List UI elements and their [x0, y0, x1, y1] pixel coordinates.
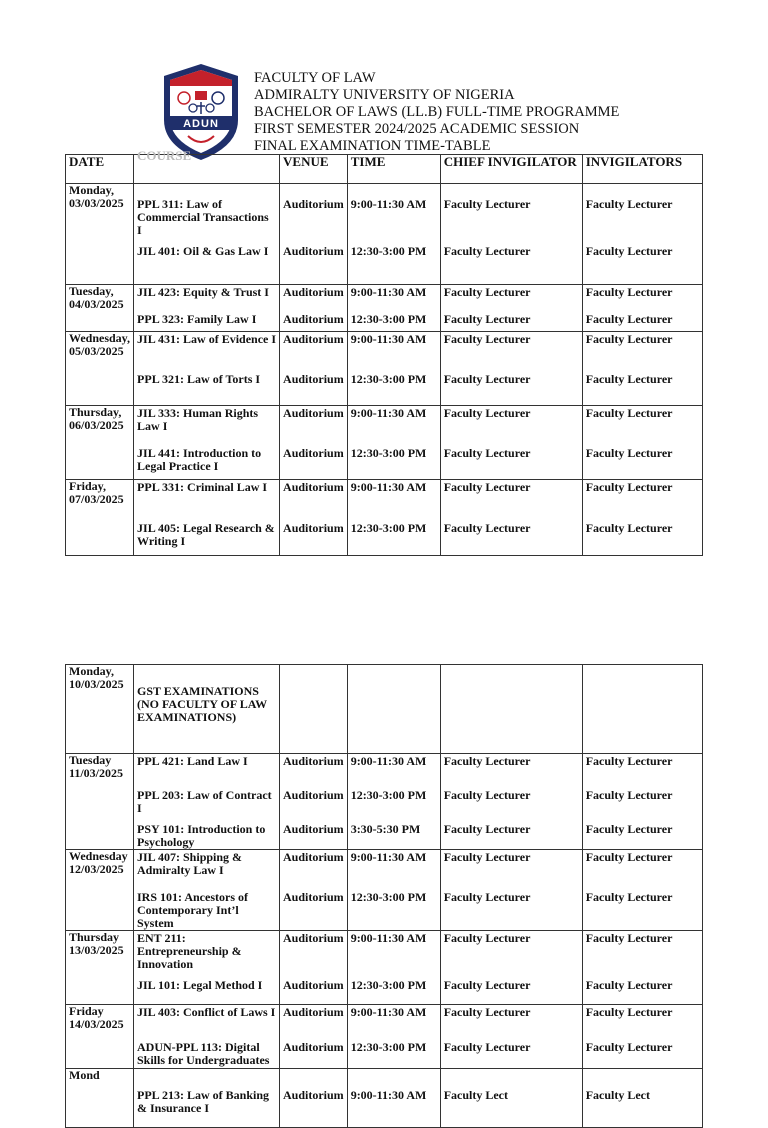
chief-invigilator-cell: Faculty Lecturer: [440, 285, 582, 305]
column-header-date: DATE: [66, 155, 134, 184]
venue-cell: Auditorium: [280, 406, 348, 440]
table-row: [66, 754, 703, 782]
invigilators-cell: Faculty Lecturer: [582, 184, 702, 238]
course-cell: JIL 401: Oil & Gas Law I: [134, 237, 280, 285]
invigilators-cell: Faculty Lecturer: [582, 439, 702, 480]
invigilators-cell: Faculty Lecturer: [582, 1005, 702, 1034]
invigilators-cell: Faculty Lecturer: [582, 883, 702, 931]
date-cell: Monday, 10/03/2025: [66, 665, 134, 754]
header-university: ADMIRALTY UNIVERSITY OF NIGERIA: [254, 87, 515, 103]
venue-cell: Auditorium: [280, 285, 348, 305]
table-row: [66, 514, 703, 556]
venue-cell: Auditorium: [280, 184, 348, 238]
course-cell: PPL 331: Criminal Law I: [134, 480, 280, 515]
table-row: [66, 850, 703, 884]
chief-invigilator-cell: Faculty Lecturer: [440, 439, 582, 480]
time-cell: 9:00-11:30 AM: [347, 332, 440, 366]
table-row: [66, 406, 703, 440]
table-row: [66, 1069, 703, 1128]
logo-text: ADUN: [183, 118, 219, 130]
course-cell: ADUN-PPL 113: Digital Skills for Undergraduates: [134, 1033, 280, 1069]
date-cell: Tuesday, 04/03/2025: [66, 285, 134, 332]
course-cell: JIL 405: Legal Research & Writing I: [134, 514, 280, 556]
table-row: [66, 665, 703, 754]
chief-invigilator-cell: Faculty Lect: [440, 1069, 582, 1128]
date-cell: Friday 14/03/2025: [66, 1005, 134, 1069]
table-row: [66, 815, 703, 850]
date-cell: Mond: [66, 1069, 134, 1128]
table-row: [66, 781, 703, 815]
table-row: [66, 971, 703, 1005]
chief-invigilator-cell: Faculty Lecturer: [440, 781, 582, 815]
invigilators-cell: Faculty Lecturer: [582, 754, 702, 782]
date-cell: Friday, 07/03/2025: [66, 480, 134, 556]
course-cell: PPL 321: Law of Torts I: [134, 365, 280, 406]
chief-invigilator-cell: Faculty Lecturer: [440, 237, 582, 285]
table-row: [66, 1005, 703, 1034]
time-cell: 9:00-11:30 AM: [347, 406, 440, 440]
venue-cell: [280, 665, 348, 754]
venue-cell: Auditorium: [280, 931, 348, 972]
time-cell: 3:30-5:30 PM: [347, 815, 440, 850]
header-title: FINAL EXAMINATION TIME-TABLE: [254, 138, 491, 154]
course-cell: PPL 311: Law of Commercial Transactions I: [134, 184, 280, 238]
chief-invigilator-cell: Faculty Lecturer: [440, 971, 582, 1005]
invigilators-cell: Faculty Lecturer: [582, 971, 702, 1005]
chief-invigilator-cell: Faculty Lecturer: [440, 815, 582, 850]
venue-cell: Auditorium: [280, 514, 348, 556]
course-cell: PSY 101: Introduction to Psychology: [134, 815, 280, 850]
table-header-row: [66, 155, 703, 184]
venue-cell: Auditorium: [280, 332, 348, 366]
course-cell: JIL 403: Conflict of Laws I: [134, 1005, 280, 1034]
chief-invigilator-cell: Faculty Lecturer: [440, 365, 582, 406]
column-header-course: [134, 148, 280, 184]
time-cell: 9:00-11:30 AM: [347, 754, 440, 782]
chief-invigilator-cell: Faculty Lecturer: [440, 1005, 582, 1034]
date-cell: Wednesday 12/03/2025: [66, 850, 134, 931]
course-cell: PPL 421: Land Law I: [134, 754, 280, 782]
chief-invigilator-cell: Faculty Lecturer: [440, 332, 582, 366]
date-cell: Thursday 13/03/2025: [66, 931, 134, 1005]
invigilators-cell: Faculty Lecturer: [582, 815, 702, 850]
course-cell: GST EXAMINATIONS (NO FACULTY OF LAW EXAMINATIONS): [134, 665, 280, 754]
invigilators-cell: Faculty Lecturer: [582, 285, 702, 305]
invigilators-cell: [582, 665, 702, 754]
chief-invigilator-cell: Faculty Lecturer: [440, 850, 582, 884]
venue-cell: Auditorium: [280, 439, 348, 480]
venue-cell: Auditorium: [280, 971, 348, 1005]
time-cell: 9:00-11:30 AM: [347, 184, 440, 238]
chief-invigilator-cell: Faculty Lecturer: [440, 931, 582, 972]
table-row: [66, 237, 703, 285]
table-row: [66, 332, 703, 366]
venue-cell: Auditorium: [280, 1033, 348, 1069]
venue-cell: Auditorium: [280, 781, 348, 815]
time-cell: 12:30-3:00 PM: [347, 781, 440, 815]
course-cell: PPL 213: Law of Banking & Insurance I: [134, 1069, 280, 1128]
time-cell: 12:30-3:00 PM: [347, 365, 440, 406]
invigilators-cell: Faculty Lecturer: [582, 850, 702, 884]
column-header-venue: VENUE: [280, 155, 348, 184]
course-cell: JIL 101: Legal Method I: [134, 971, 280, 1005]
table-row: [66, 883, 703, 931]
invigilators-cell: Faculty Lecturer: [582, 931, 702, 972]
header-session: FIRST SEMESTER 2024/2025 ACADEMIC SESSION: [254, 121, 580, 137]
time-cell: 12:30-3:00 PM: [347, 439, 440, 480]
header-faculty: FACULTY OF LAW: [254, 70, 376, 86]
venue-cell: Auditorium: [280, 365, 348, 406]
table-row: [66, 365, 703, 406]
invigilators-cell: Faculty Lect: [582, 1069, 702, 1128]
timetable-week-1: [65, 148, 703, 556]
invigilators-cell: Faculty Lecturer: [582, 514, 702, 556]
table-row: [66, 184, 703, 238]
chief-invigilator-cell: Faculty Lecturer: [440, 184, 582, 238]
timetable-week-2: [65, 664, 703, 1128]
time-cell: 12:30-3:00 PM: [347, 237, 440, 285]
invigilators-cell: Faculty Lecturer: [582, 781, 702, 815]
table-row: [66, 1033, 703, 1069]
table-row: [66, 305, 703, 332]
column-header-course-text: COURSE: [137, 148, 192, 163]
column-header-time: TIME: [347, 155, 440, 184]
venue-cell: Auditorium: [280, 754, 348, 782]
time-cell: 9:00-11:30 AM: [347, 285, 440, 305]
invigilators-cell: Faculty Lecturer: [582, 237, 702, 285]
time-cell: 9:00-11:30 AM: [347, 480, 440, 515]
venue-cell: Auditorium: [280, 1005, 348, 1034]
chief-invigilator-cell: Faculty Lecturer: [440, 754, 582, 782]
chief-invigilator-cell: [440, 665, 582, 754]
time-cell: 9:00-11:30 AM: [347, 931, 440, 972]
time-cell: 12:30-3:00 PM: [347, 1033, 440, 1069]
course-cell: JIL 423: Equity & Trust I: [134, 285, 280, 305]
table-row: [66, 439, 703, 480]
venue-cell: Auditorium: [280, 850, 348, 884]
venue-cell: Auditorium: [280, 480, 348, 515]
chief-invigilator-cell: Faculty Lecturer: [440, 480, 582, 515]
course-cell: PPL 323: Family Law I: [134, 305, 280, 332]
course-cell: JIL 407: Shipping & Admiralty Law I: [134, 850, 280, 884]
invigilators-cell: Faculty Lecturer: [582, 365, 702, 406]
course-cell: JIL 333: Human Rights Law I: [134, 406, 280, 440]
invigilators-cell: Faculty Lecturer: [582, 332, 702, 366]
column-header-chief: CHIEF INVIGILATOR: [440, 155, 582, 184]
table-row: [66, 931, 703, 972]
time-cell: 12:30-3:00 PM: [347, 305, 440, 332]
date-cell: Tuesday 11/03/2025: [66, 754, 134, 850]
course-cell: JIL 431: Law of Evidence I: [134, 332, 280, 366]
column-header-invigilators: INVIGILATORS: [582, 155, 702, 184]
chief-invigilator-cell: Faculty Lecturer: [440, 1033, 582, 1069]
chief-invigilator-cell: Faculty Lecturer: [440, 305, 582, 332]
date-cell: Thursday, 06/03/2025: [66, 406, 134, 480]
course-cell: IRS 101: Ancestors of Contemporary Int’l System: [134, 883, 280, 931]
date-cell: Monday, 03/03/2025: [66, 184, 134, 285]
course-cell: PPL 203: Law of Contract I: [134, 781, 280, 815]
time-cell: 9:00-11:30 AM: [347, 1069, 440, 1128]
time-cell: [347, 665, 440, 754]
time-cell: 9:00-11:30 AM: [347, 850, 440, 884]
time-cell: 12:30-3:00 PM: [347, 514, 440, 556]
time-cell: 12:30-3:00 PM: [347, 971, 440, 1005]
venue-cell: Auditorium: [280, 237, 348, 285]
venue-cell: Auditorium: [280, 815, 348, 850]
table-row: [66, 480, 703, 515]
course-cell: ENT 211: Entrepreneurship & Innovation: [134, 931, 280, 972]
venue-cell: Auditorium: [280, 305, 348, 332]
invigilators-cell: Faculty Lecturer: [582, 406, 702, 440]
chief-invigilator-cell: Faculty Lecturer: [440, 406, 582, 440]
time-cell: 9:00-11:30 AM: [347, 1005, 440, 1034]
invigilators-cell: Faculty Lecturer: [582, 1033, 702, 1069]
chief-invigilator-cell: Faculty Lecturer: [440, 514, 582, 556]
document-header: [254, 70, 619, 155]
header-programme: BACHELOR OF LAWS (LL.B) FULL-TIME PROGRAMME: [254, 104, 620, 120]
university-logo: [158, 62, 244, 162]
venue-cell: Auditorium: [280, 883, 348, 931]
invigilators-cell: Faculty Lecturer: [582, 480, 702, 515]
course-cell: JIL 441: Introduction to Legal Practice I: [134, 439, 280, 480]
date-cell: Wednesday, 05/03/2025: [66, 332, 134, 406]
time-cell: 12:30-3:00 PM: [347, 883, 440, 931]
table-row: [66, 285, 703, 305]
invigilators-cell: Faculty Lecturer: [582, 305, 702, 332]
venue-cell: Auditorium: [280, 1069, 348, 1128]
chief-invigilator-cell: Faculty Lecturer: [440, 883, 582, 931]
